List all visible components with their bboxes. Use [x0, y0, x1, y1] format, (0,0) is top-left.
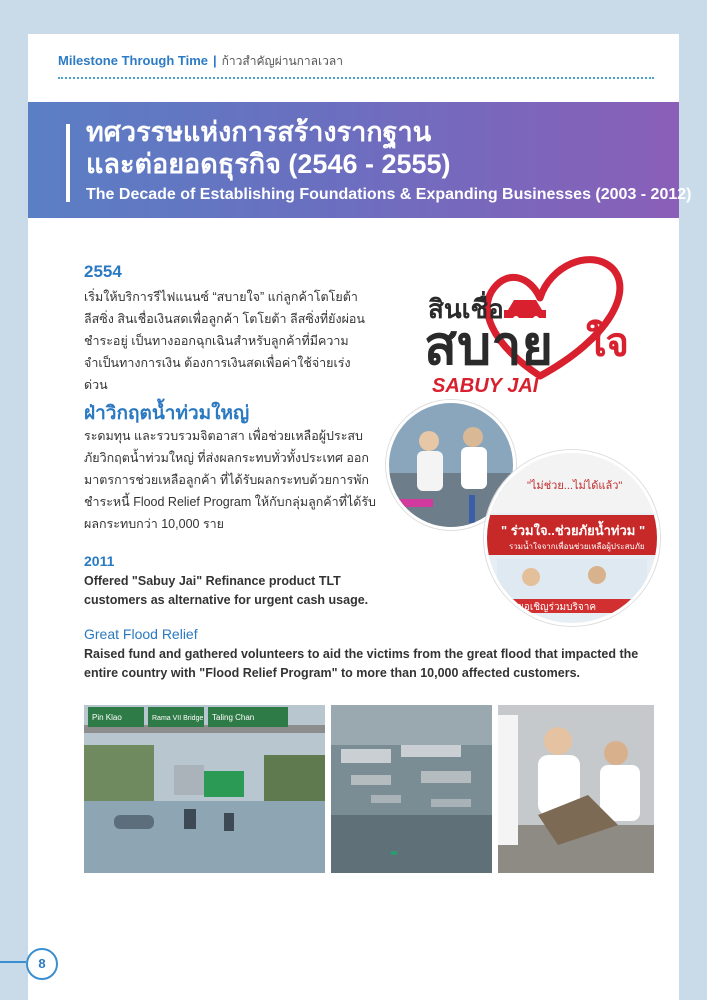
- header-title-en: Milestone Through Time: [58, 53, 208, 68]
- logo-text-small: สินเชื่อ: [428, 294, 504, 324]
- header-dotted-rule: [58, 77, 654, 79]
- page-number: 8: [26, 948, 58, 980]
- logo-text-en: SABUY JAI: [432, 375, 539, 397]
- body-2011-en: Offered "Sabuy Jai" Refinance product TLT customers as alternative for urgent cash usage.: [84, 574, 369, 607]
- banner-photo-line4: ขอเชิญร่วมบริจาค: [517, 602, 597, 613]
- banner-photo-line2: " ร่วมใจ..ช่วยภัยน้ำท่วม ": [501, 523, 646, 538]
- header-separator: |: [213, 53, 217, 68]
- flooded-road-photo: [84, 705, 325, 873]
- body-flood-th: ระดมทุน และรวบรวมจิตอาสา เพื่อช่วยเหลือผู้ประสบภัยวิกฤตน้ำท่วมใหญ่ ที่ส่งผลกระทบทั่วทั้งประเทศ ออกมาตรการช่วยเหลือลูกค้า ที่ได้รับผลกระทบด้วยการพักชำระหนี้ Flood Relief Program ให้กับกลุ่มลูกค้าที่ได้รับผลกระทบกว่า 10,000 ราย: [84, 429, 376, 531]
- road-sign-2: Rama VII Bridge: [152, 715, 204, 722]
- donation-banner-circle-photo: [484, 450, 660, 626]
- volunteers-clean-up-photo: [498, 705, 654, 873]
- body-2554-th: เริ่มให้บริการรีไฟแนนซ์ “สบายใจ” แก่ลูกค้าโตโยต้า ลีสซิ่ง สินเชื่อเงินสดเพื่อลูกค้า โตโยต้า ลีสซิ่งที่ยังผ่อนชำระอยู่ เป็นทางออกฉุกเฉินสำหรับลูกค้าที่มีความจำเป็นทางการเงิน ต้องการเงินสดเพื่อค่าใช้จ่ายเร่งด่วน: [84, 290, 365, 392]
- road-sign-1: Pin Klao: [92, 713, 122, 722]
- flood-heading-en: Great Flood Relief: [84, 626, 198, 642]
- banner-title-en: The Decade of Establishing Foundations & Expanding Businesses (2003 - 2012): [86, 186, 692, 203]
- year-2554-heading: 2554: [84, 262, 122, 281]
- year-2011-heading: 2011: [84, 553, 115, 569]
- banner-accent-bar: [66, 124, 70, 202]
- body-flood-en: Raised fund and gathered volunteers to aid the victims from the great flood that impacted the entire country with "Flood Relief Program" to more than 10,000 affected customers.: [84, 647, 639, 680]
- banner-title-th: [86, 116, 666, 180]
- logo-text-heart: ใจ: [586, 321, 629, 365]
- banner-title-th-line1: ทศวรรษแห่งการสร้างรากฐาน: [86, 117, 432, 147]
- running-header: [58, 52, 343, 72]
- flood-heading-th: ฝ่าวิกฤตน้ำท่วมใหญ่: [84, 403, 250, 424]
- logo-text-big: สบาย: [424, 316, 554, 376]
- header-title-th: ก้าวสำคัญผ่านกาลเวลา: [221, 54, 343, 68]
- page-number-line: [0, 961, 26, 963]
- banner-photo-line1: "ไม่ช่วย...ไม่ได้แล้ว": [527, 480, 623, 492]
- section-banner: [28, 102, 692, 218]
- sabuy-jai-logo: [390, 248, 654, 398]
- banner-title-th-line2: และต่อยอดธุรกิจ (2546 - 2555): [86, 149, 451, 179]
- flooded-industrial-estate-photo: [331, 705, 492, 873]
- road-sign-3: Taling Chan: [212, 713, 255, 722]
- banner-photo-line3: รวมน้ำใจจากเพื่อนช่วยเหลือผู้ประสบภัย: [509, 542, 645, 551]
